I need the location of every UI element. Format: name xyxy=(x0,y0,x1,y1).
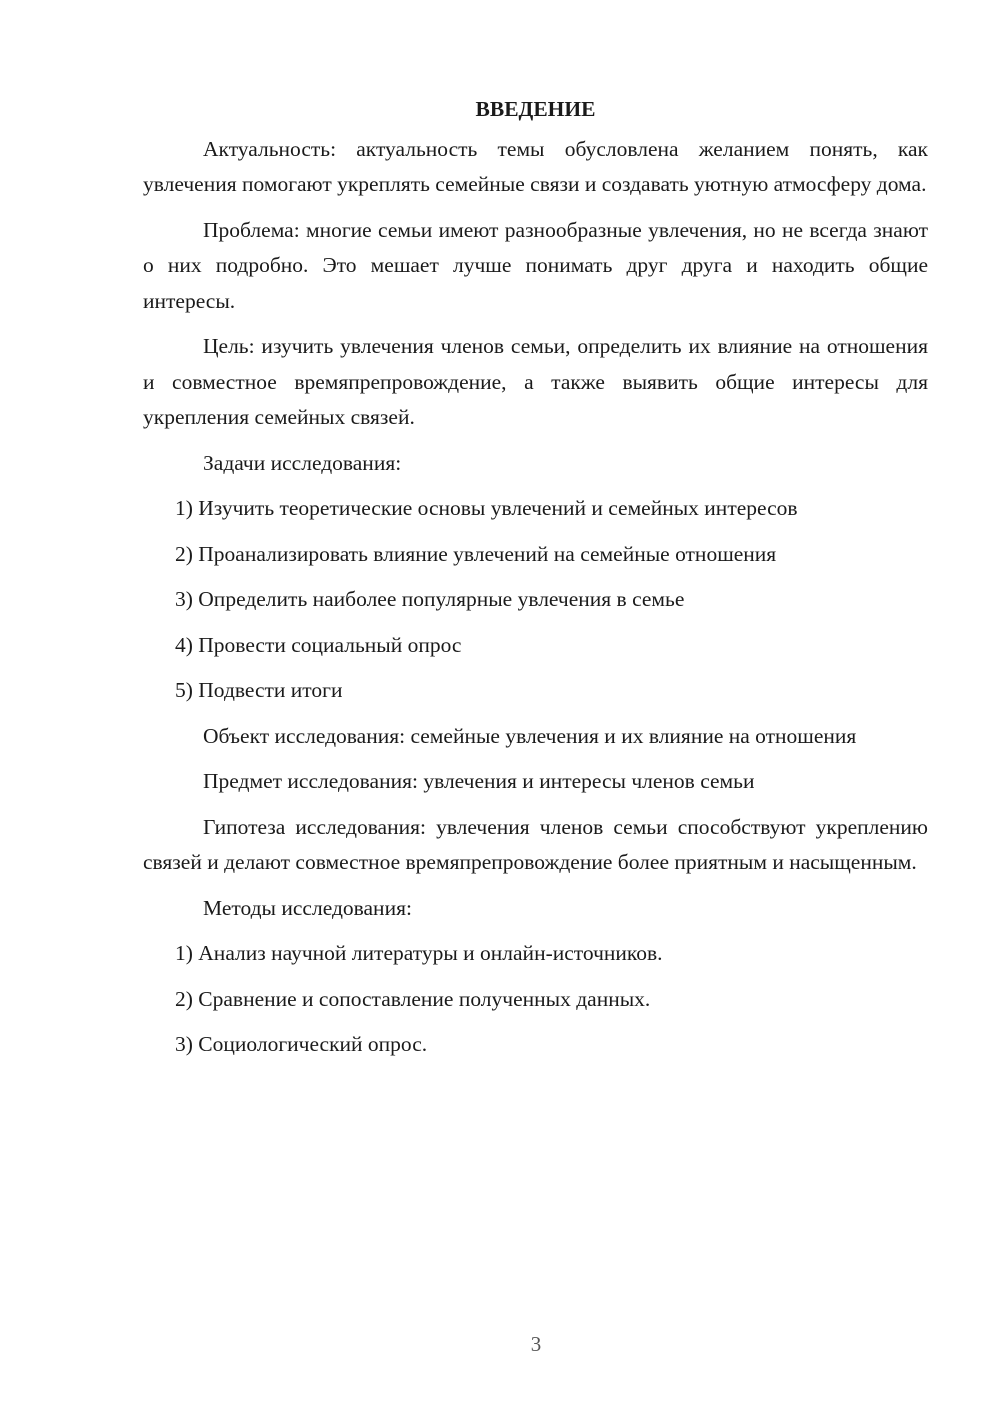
page-title: ВВЕДЕНИЕ xyxy=(475,97,596,121)
paragraph-goal: Цель: изучить увлечения членов семьи, определить их влияние на отношения и совместное времяпрепровождение, а также выявить общие интересы для укрепления семейных связей. xyxy=(143,334,928,429)
tasks-label: Задачи исследования: xyxy=(203,450,402,475)
paragraph-relevance: Актуальность: актуальность темы обусловлена желанием понять, как увлечения помогают укреплять семейные связи и создавать уютную атмосферу дома. xyxy=(143,136,928,196)
list-item: 1) Анализ научной литературы и онлайн-источников. xyxy=(175,941,663,965)
list-item: 5) Подвести итоги xyxy=(175,678,343,702)
tasks-list xyxy=(143,491,928,709)
paragraph-object: Объект исследования: семейные увлечения и их влияние на отношения xyxy=(203,723,857,748)
list-item: 2) Проанализировать влияние увлечений на семейные отношения xyxy=(175,541,777,566)
list-item: 3) Социологический опрос. xyxy=(175,1032,428,1056)
list-item: 1) Изучить теоретические основы увлечений и семейных интересов xyxy=(175,496,798,520)
list-item: 3) Определить наиболее популярные увлечения в семье xyxy=(175,587,685,611)
methods-list xyxy=(143,936,928,1063)
methods-label: Методы исследования: xyxy=(203,895,412,920)
list-item: 2) Сравнение и сопоставление полученных данных. xyxy=(175,986,651,1011)
paragraph-problem: Проблема: многие семьи имеют разнообразные увлечения, но не всегда знают о них подробно. Это мешает лучше понимать друг друга и находить общие интересы. xyxy=(143,217,928,313)
paragraph-subject: Предмет исследования: увлечения и интересы членов семьи xyxy=(203,769,755,793)
paragraph-hypothesis: Гипотеза исследования: увлечения членов семьи способствуют укреплению связей и делают совместное времяпрепровождение более приятным и насыщенным. xyxy=(143,814,928,874)
document-page xyxy=(143,92,928,1073)
list-item: 4) Провести социальный опрос xyxy=(175,632,462,657)
page-number: 3 xyxy=(530,1332,542,1356)
